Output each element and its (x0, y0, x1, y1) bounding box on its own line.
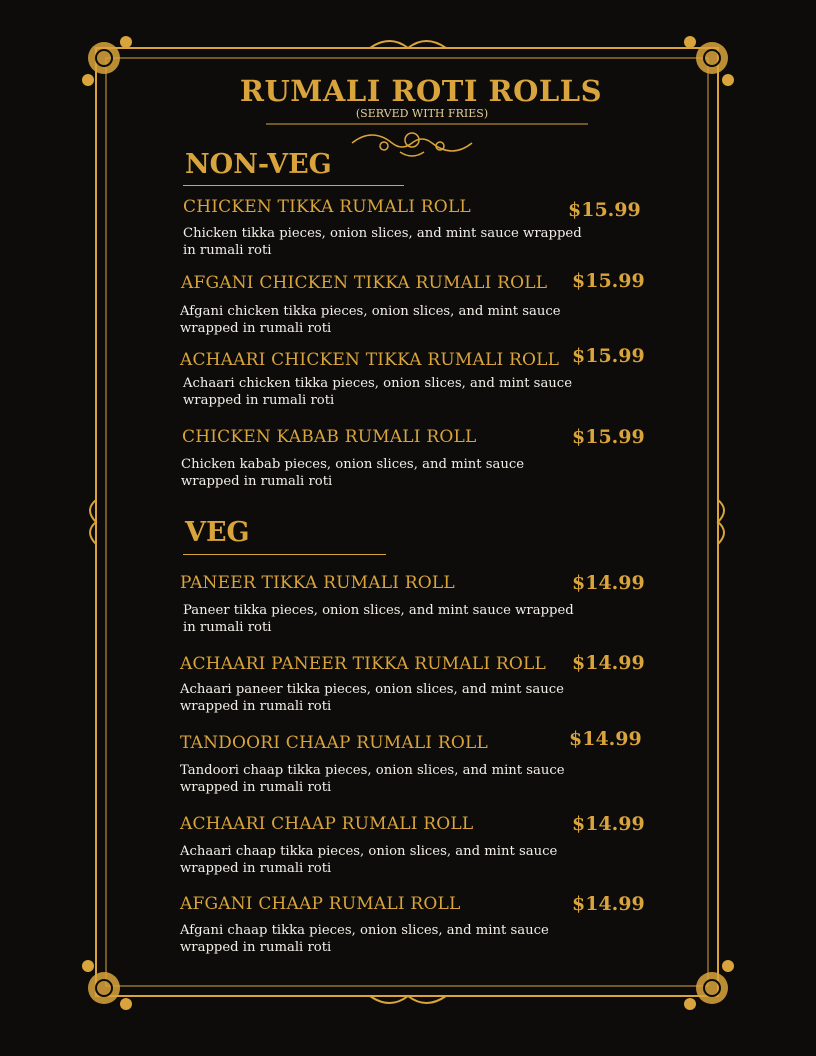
section-divider (183, 185, 404, 186)
item-price: $15.99 (568, 199, 641, 221)
item-name: AFGANI CHAAP RUMALI ROLL (180, 894, 461, 914)
item-description: Chicken kabab pieces, onion slices, and mint sauce wrapped in rumali roti (181, 457, 525, 489)
item-price: $14.99 (572, 813, 645, 835)
item-name: CHICKEN KABAB RUMALI ROLL (182, 427, 477, 447)
item-name: ACHAARI CHICKEN TIKKA RUMALI ROLL (180, 350, 560, 370)
item-name: TANDOORI CHAAP RUMALI ROLL (180, 733, 488, 753)
item-price: $14.99 (572, 572, 645, 594)
section-heading-non-veg: NON-VEG (185, 149, 332, 180)
item-description: Achaari chaap tikka pieces, onion slices, and mint sauce wrapped in rumali roti (180, 844, 558, 876)
item-name: ACHAARI CHAAP RUMALI ROLL (180, 814, 474, 834)
item-price: $14.99 (569, 728, 642, 750)
item-price: $14.99 (572, 893, 645, 915)
item-name: AFGANI CHICKEN TIKKA RUMALI ROLL (181, 273, 548, 293)
item-description: Afgani chaap tikka pieces, onion slices, and mint sauce wrapped in rumali roti (180, 923, 549, 955)
item-name: PANEER TIKKA RUMALI ROLL (180, 573, 455, 593)
item-name: CHICKEN TIKKA RUMALI ROLL (183, 197, 471, 217)
item-price: $15.99 (572, 270, 645, 292)
item-description: Afgani chicken tikka pieces, onion slices, and mint sauce wrapped in rumali roti (180, 304, 561, 336)
item-name: ACHAARI PANEER TIKKA RUMALI ROLL (180, 654, 547, 674)
item-description: Achaari chicken tikka pieces, onion slices, and mint sauce wrapped in rumali roti (183, 376, 572, 408)
item-price: $14.99 (572, 652, 645, 674)
section-heading-veg: VEG (185, 517, 250, 548)
menu-title: RUMALI ROTI ROLLS (239, 74, 603, 108)
item-description: Achaari paneer tikka pieces, onion slices, and mint sauce wrapped in rumali roti (180, 682, 564, 714)
section-divider (183, 554, 386, 555)
menu-subtitle: (SERVED WITH FRIES) (355, 107, 489, 120)
item-price: $15.99 (572, 345, 645, 367)
item-description: Tandoori chaap tikka pieces, onion slices, and mint sauce wrapped in rumali roti (180, 763, 565, 795)
item-description: Chicken tikka pieces, onion slices, and mint sauce wrapped in rumali roti (183, 226, 582, 258)
item-price: $15.99 (572, 426, 645, 448)
item-description: Paneer tikka pieces, onion slices, and mint sauce wrapped in rumali roti (183, 603, 574, 635)
